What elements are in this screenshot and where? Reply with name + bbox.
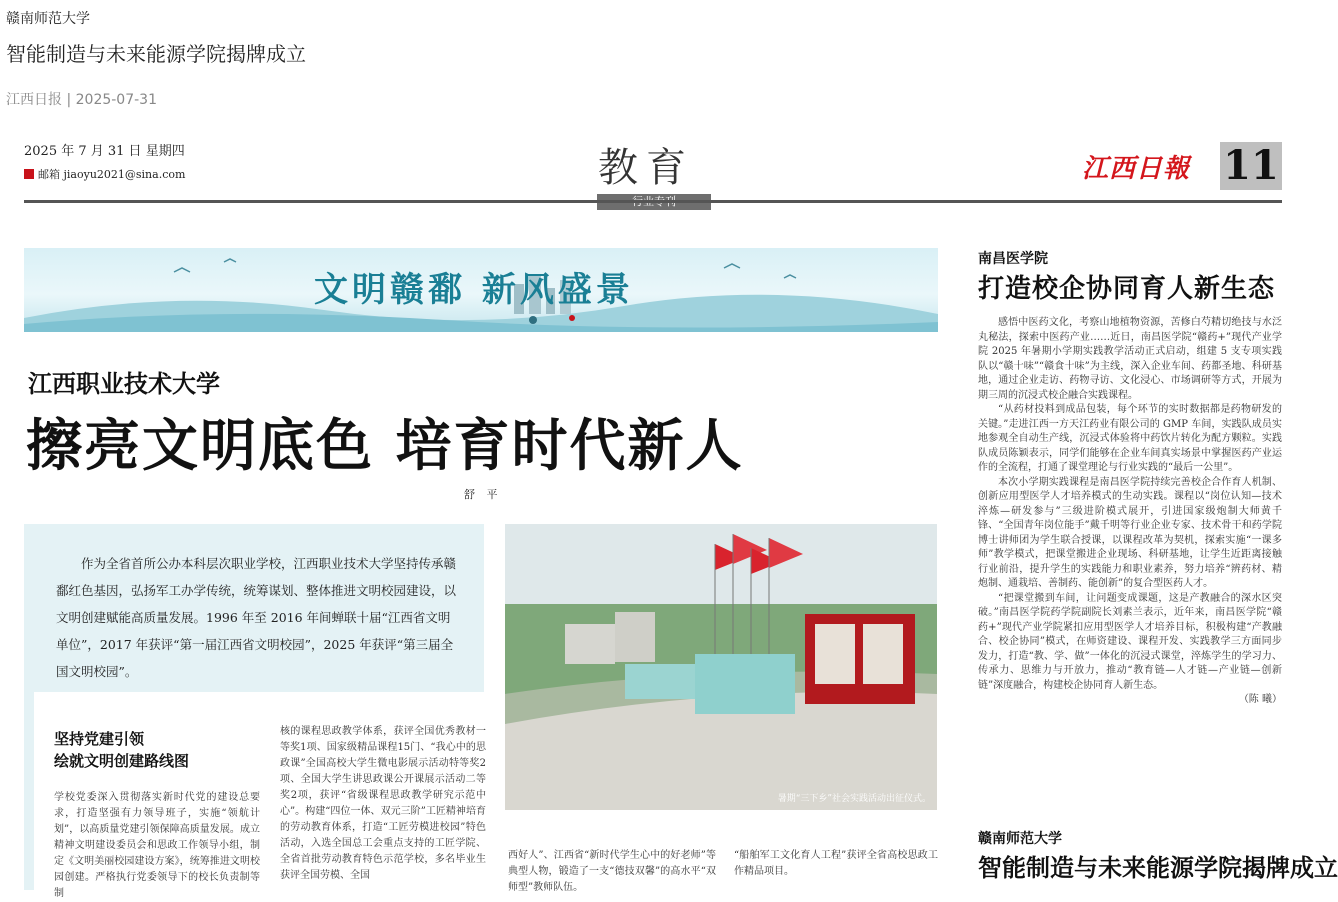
masthead-email [24, 166, 185, 182]
masthead-date: 2025 年 7 月 31 日 星期四 [24, 144, 185, 159]
banner [24, 248, 938, 332]
masthead-email-text: 邮箱 jiaoyu2021@sina.com [38, 168, 186, 181]
newspaper-page [0, 118, 1338, 899]
photo-caption: 暑期“三下乡”社会实践活动出征仪式。 [777, 794, 931, 804]
side-article-body [978, 316, 1282, 708]
body-column-2: 核的课程思政教学体系，获评全国优秀教材一等奖1项、国家级精品课程15门、“我心中的思政课”全国高校大学生微电影展示活动特等奖2项、全国大学生讲思政课公开课展示活动二等奖2项，获评“省级课程思政教学研究示范中心”。构建“四位一体、双元三阶”工匠精神培育的劳动教育体系，打造“工匠劳模进校园”特色活动，入选全国总工会重点支持的工匠学院、全省首批劳动教育特色示范学校，多名毕业生获评全国劳模、全国 [280, 726, 486, 881]
body-column-3: 西好人”、江西省“新时代学生心中的好老师”等典型人物，锻造了一支“德技双馨”的高水平“双师型”教师队伍。 [508, 850, 716, 893]
meta-separator: | [66, 92, 72, 108]
side-article2-org: 赣南师范大学 [978, 831, 1062, 847]
sub-heading-line2: 绘就文明创建路线图 [54, 752, 190, 770]
article-source: 江西日报 [6, 92, 62, 108]
section-title: 教育 [598, 145, 694, 191]
side-paragraph: “从药材投料到成品包装，每个环节的实时数据都是药物研发的关键。”走进江西一方天江药业有限公司的 GMP 车间，实践队成员实地参观全自动生产线，沉浸式体验将中药饮片转化为配方颗粒。实践队成员陈颖表示，同学们能够在企业车间真实场景中掌握医药产业运作的全流程，打通了课堂理论与行业实践的“最后一公里”。 [978, 404, 1282, 473]
newspaper-logo: 江西日報 [1082, 154, 1191, 184]
article-meta [6, 89, 157, 109]
lead-author: 舒 平 [464, 488, 502, 501]
sub-heading [54, 728, 189, 772]
photo-art [505, 524, 937, 810]
article-title: 智能制造与未来能源学院揭牌成立 [6, 42, 306, 66]
article-org: 赣南师范大学 [6, 11, 90, 27]
masthead-rule [24, 200, 1282, 203]
side-article-headline: 打造校企协同育人新生态 [978, 274, 1276, 304]
side-paragraph: “把课堂搬到车间，让问题变成课题，这是产教融合的深水区突破。”南昌医学院药学院副院长刘素兰表示，近年来，南昌医学院“赣药+”现代产业学院紧扣应用型医学人才培养目标，积极构建“产教融合、校企协同”模式，在师资建设、课程开发、实践教学三方面同步发力，打造“教、学、做”一体化的沉浸式课堂，淬炼学生的学习力、传承力、思维力与开放力，推动“教育链—人才链—产业链—创新链”深度融合，构建校企协同育人新生态。 [978, 592, 1282, 691]
side-paragraph: 本次小学期实践课程是南昌医学院持续完善校企合作育人机制、创新应用型医学人才培养模式的生动实践。课程以“岗位认知—技术淬炼—研发参与”三级进阶模式展开，引进国家级炮制大师黄千锋、“全国青年岗位能手”戴千明等行业企业专家、技术骨干和药学院博士讲师团为学生联合授课，以课程改革为契机，探索实施“一课多师”教学模式，把课堂搬进企业现场、科研基地，让学生近距离接触行业前沿，提升学生的实践能力和职业素养，努力培养“辨药材、精炮制、通栽培、善制药、能创新”的复合型医药人才。 [978, 476, 1282, 589]
sub-heading-line1: 坚持党建引领 [54, 730, 145, 748]
news-photo [505, 524, 937, 810]
side-signature: （陈 曦） [1238, 694, 1282, 705]
lead-headline: 擦亮文明底色 培育时代新人 [26, 413, 744, 479]
side-article2-headline: 智能制造与未来能源学院揭牌成立 [978, 853, 1338, 882]
article-date: 2025-07-31 [75, 92, 157, 108]
red-square-icon [24, 169, 34, 179]
side-paragraph: 感悟中医药文化，考察山地植物资源，苦修白芍精切绝技与水泛丸秘法，探索中医药产业……近日，南昌医学院“赣药+”现代产业学院 2025 年暑期小学期实践教学活动正式启动，组建 5 支专项实践队以“赣十味”“赣食十味”为主线，深入企业车间、药都圣地、科研基地，通过企业走访、药物寻访、文化浸心、市场调研等方式，开展为期三周的沉浸式校企融合实践课程。 [978, 317, 1282, 401]
body-column-4: “船舶军工文化育人工程”获评全省高校思政工作精品项目。 [734, 850, 938, 877]
lead-org: 江西职业技术大学 [28, 369, 220, 398]
intro-text: 作为全省首所公办本科层次职业学校，江西职业技术大学坚持传承赣鄱红色基因，弘扬军工办学传统，统筹谋划、整体推进文明校园建设，以文明创建赋能高质量发展。1996 年至 2016 年间蝉联十届“江西省文明单位”，2017 年获评“第一届江西省文明校园”，2025 年获评“第三届全国文明校园”。 [56, 556, 457, 679]
banner-text: 文明赣鄱 新风盛景 [314, 270, 634, 310]
page-number: 11 [1220, 142, 1282, 190]
side-article-org: 南昌医学院 [978, 251, 1048, 267]
body-column-1: 学校党委深入贯彻落实新时代党的建设总要求，打造坚强有力领导班子，实施“领航计划”，以高质量党建引领保障高质量发展。成立精神文明建设委员会和思政工作领导小组，制定《文明美丽校园建设方案》，统筹推进文明校园创建。严格执行党委领导下的校长负责制等制 [54, 792, 260, 899]
